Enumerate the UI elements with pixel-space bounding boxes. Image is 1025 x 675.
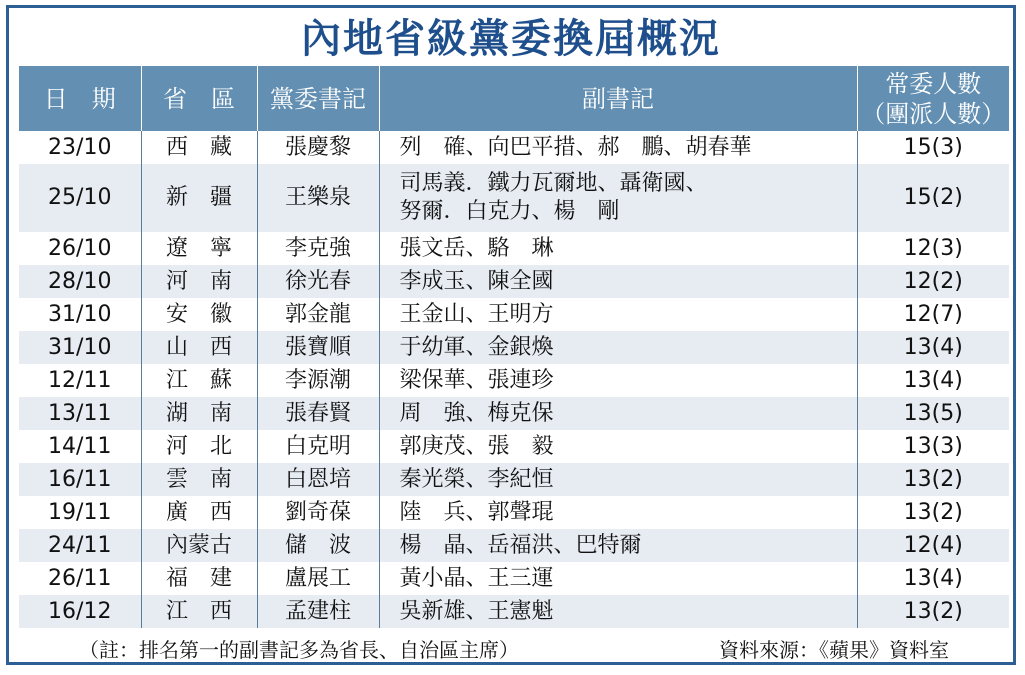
cell-members: 13(5) <box>857 397 1009 430</box>
cell-secretary: 劉奇葆 <box>257 496 379 529</box>
table-row <box>19 298 1009 331</box>
cell-province: 河 北 <box>141 430 257 463</box>
table-body <box>19 131 1009 628</box>
cell-date: 31/10 <box>19 331 141 364</box>
table-row <box>19 232 1009 265</box>
cell-province: 遼 寧 <box>141 232 257 265</box>
cell-date: 24/11 <box>19 529 141 562</box>
cell-date: 25/10 <box>19 164 141 232</box>
table-header-row <box>19 66 1009 131</box>
footer-note: （註：排名第一的副書記多為省長、自治區主席） <box>79 638 519 662</box>
deputy-line: 郭庚茂、張 毅 <box>399 433 554 459</box>
header-secretary: 黨委書記 <box>257 66 379 131</box>
deputy-line: 吳新雄、王憲魁 <box>399 598 554 624</box>
cell-members: 12(3) <box>903 235 963 261</box>
cell-deputy <box>379 131 857 164</box>
cell-secretary: 盧展工 <box>257 562 379 595</box>
header-members <box>857 66 1009 131</box>
data-table <box>19 66 1009 628</box>
deputy-line: 努爾．白克力、楊 剛 <box>399 199 620 224</box>
cell-date: 14/11 <box>19 430 141 463</box>
table-row <box>19 463 1009 496</box>
cell-secretary: 儲 波 <box>257 529 379 562</box>
cell-members: 13(4) <box>857 331 1009 364</box>
cell-deputy <box>379 232 857 265</box>
table-row <box>19 364 1009 397</box>
cell-province: 山 西 <box>141 331 257 364</box>
cell-province: 內蒙古 <box>141 529 257 562</box>
cell-date: 31/10 <box>19 298 141 331</box>
cell-members: 13(2) <box>857 595 1009 628</box>
cell-secretary: 張慶黎 <box>257 131 379 164</box>
cell-date: 16/11 <box>19 463 141 496</box>
table-row <box>19 331 1009 364</box>
deputy-line: 張文岳、駱 琳 <box>399 235 554 261</box>
cell-members: 13(2) <box>903 499 963 525</box>
table-row <box>19 265 1009 298</box>
cell-deputy <box>379 529 857 562</box>
cell-province: 江 西 <box>141 595 257 628</box>
cell-secretary: 徐光春 <box>257 265 379 298</box>
cell-date: 12/11 <box>19 364 141 397</box>
cell-deputy <box>379 265 857 298</box>
page-title: 內地省級黨委換屆概況 <box>301 16 721 62</box>
deputy-line: 梁保華、張連珍 <box>399 367 554 393</box>
table-row <box>19 562 1009 595</box>
cell-secretary: 李源潮 <box>257 364 379 397</box>
table-row <box>19 529 1009 562</box>
cell-province: 西 藏 <box>141 131 257 164</box>
cell-province: 湖 南 <box>141 397 257 430</box>
cell-date: 13/11 <box>19 397 141 430</box>
table-row <box>19 131 1009 164</box>
cell-members: 15(2) <box>857 164 1009 232</box>
deputy-line: 于幼軍、金銀煥 <box>399 334 554 360</box>
cell-deputy <box>379 496 857 529</box>
cell-members: 13(4) <box>903 367 963 393</box>
cell-members: 12(4) <box>857 529 1009 562</box>
cell-date: 26/10 <box>19 232 141 265</box>
cell-date: 23/10 <box>19 131 141 164</box>
cell-secretary: 白恩培 <box>257 463 379 496</box>
cell-secretary: 張寶順 <box>257 331 379 364</box>
cell-province: 雲 南 <box>141 463 257 496</box>
cell-deputy <box>379 331 857 364</box>
table-row <box>19 397 1009 430</box>
cell-members: 12(7) <box>903 301 963 327</box>
header-province: 省 區 <box>141 66 257 131</box>
cell-secretary: 白克明 <box>257 430 379 463</box>
cell-province: 福 建 <box>141 562 257 595</box>
cell-secretary: 張春賢 <box>257 397 379 430</box>
cell-secretary: 郭金龍 <box>257 298 379 331</box>
infographic-frame <box>6 5 1016 665</box>
cell-members: 15(3) <box>903 134 963 160</box>
header-members-line2: （團派人數） <box>861 99 1006 128</box>
cell-members: 12(2) <box>857 265 1009 298</box>
deputy-line: 王金山、王明方 <box>399 301 554 327</box>
cell-deputy <box>379 430 857 463</box>
cell-secretary: 孟建柱 <box>257 595 379 628</box>
cell-members: 13(3) <box>903 433 963 459</box>
table-row <box>19 595 1009 628</box>
cell-deputy <box>379 364 857 397</box>
header-members-line1: 常委人數 <box>885 69 982 98</box>
deputy-line: 李成玉、陳全國 <box>399 268 554 294</box>
cell-members: 13(2) <box>857 463 1009 496</box>
cell-date: 28/10 <box>19 265 141 298</box>
cell-province: 廣 西 <box>141 496 257 529</box>
cell-deputy <box>379 298 857 331</box>
cell-date: 26/11 <box>19 562 141 595</box>
table-row <box>19 496 1009 529</box>
deputy-line: 黃小晶、王三運 <box>399 565 554 591</box>
cell-secretary: 李克強 <box>257 232 379 265</box>
header-date: 日 期 <box>19 66 141 131</box>
cell-province: 江 蘇 <box>141 364 257 397</box>
cell-members: 13(4) <box>903 565 963 591</box>
table-row <box>19 164 1009 232</box>
cell-date: 19/11 <box>19 496 141 529</box>
cell-secretary: 王樂泉 <box>257 164 379 232</box>
deputy-line: 秦光榮、李紀恒 <box>399 466 554 492</box>
cell-deputy <box>379 397 857 430</box>
header-deputy: 副書記 <box>379 66 857 131</box>
cell-province: 安 徽 <box>141 298 257 331</box>
cell-deputy <box>379 595 857 628</box>
deputy-line: 陸 兵、郭聲琨 <box>399 499 554 525</box>
deputy-line: 列 確、向巴平措、郝 鵬、胡春華 <box>399 134 752 160</box>
cell-date: 16/12 <box>19 595 141 628</box>
deputy-line: 楊 晶、岳福洪、巴特爾 <box>399 532 642 558</box>
cell-province: 新 疆 <box>141 164 257 232</box>
table-row <box>19 430 1009 463</box>
cell-province: 河 南 <box>141 265 257 298</box>
cell-deputy <box>379 164 857 232</box>
footer-source: 資料來源：《蘋果》資料室 <box>719 638 949 662</box>
deputy-line: 周 強、梅克保 <box>399 400 554 426</box>
footer <box>19 634 1009 660</box>
deputy-line: 司馬義．鐵力瓦爾地、聶衛國、 <box>399 171 708 196</box>
cell-deputy <box>379 463 857 496</box>
cell-deputy <box>379 562 857 595</box>
